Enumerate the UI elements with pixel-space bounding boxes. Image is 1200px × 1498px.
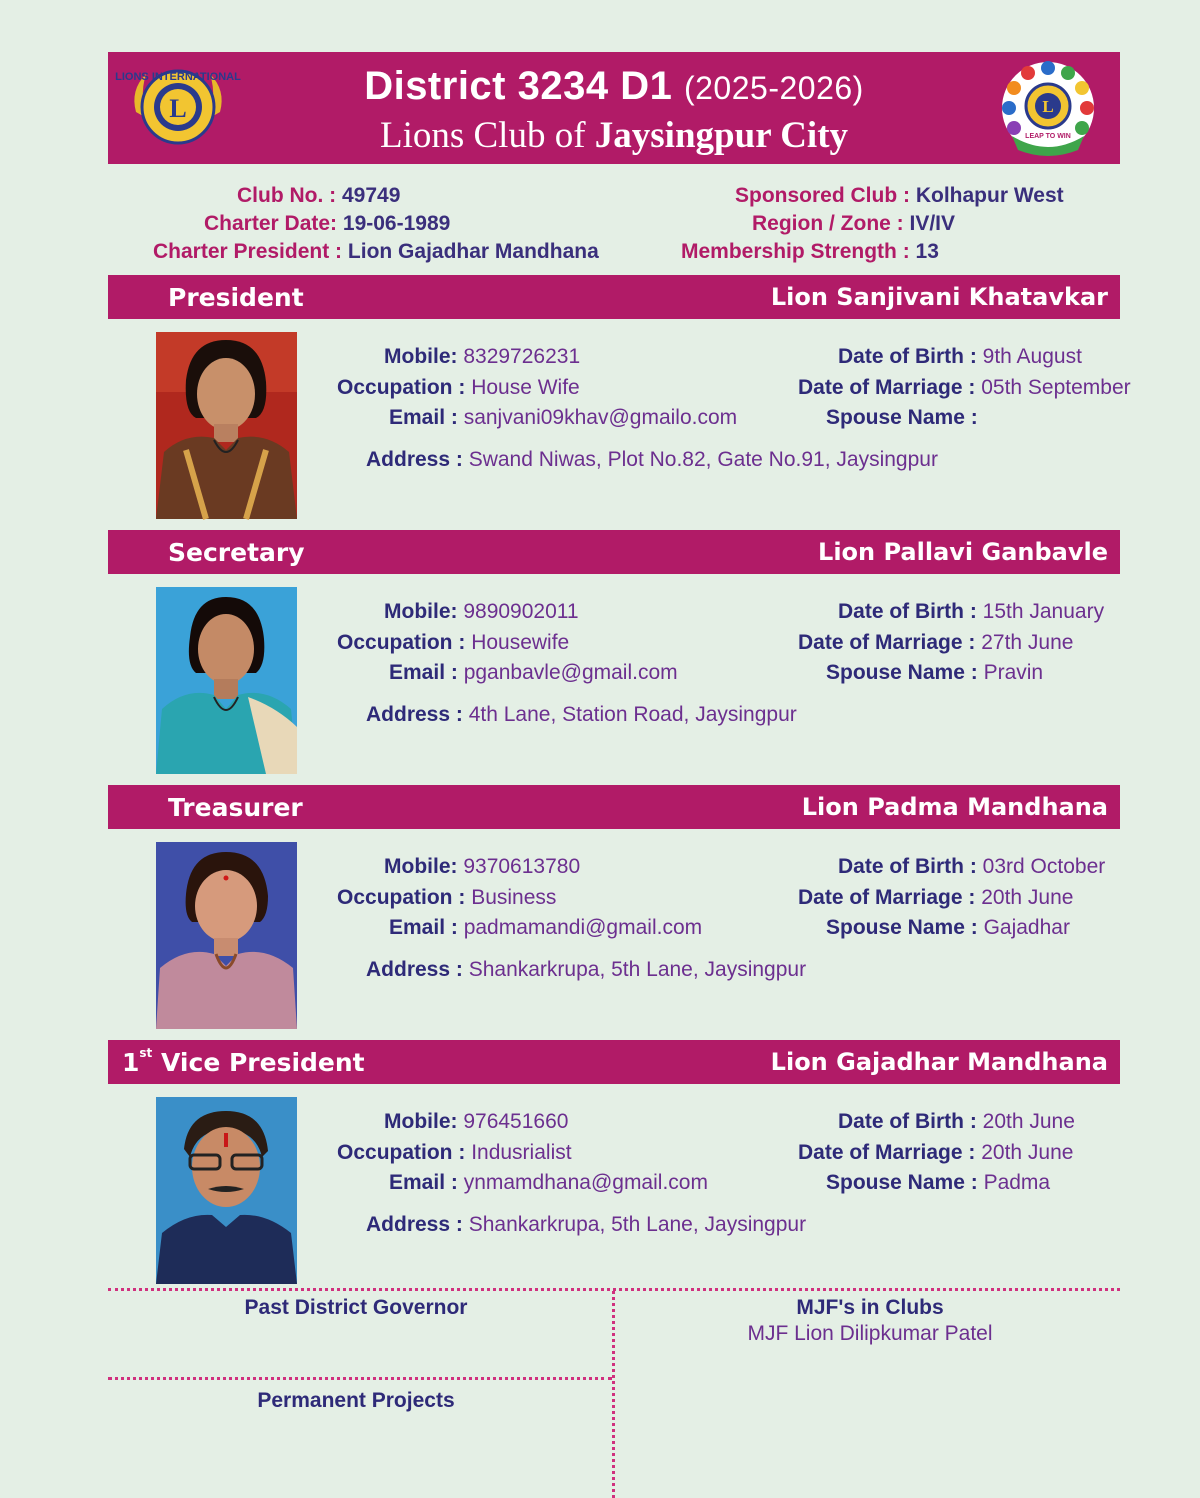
permanent-projects-title: Permanent Projects (257, 1389, 455, 1412)
role-label: 1st Vice President (122, 1046, 365, 1077)
treasurer-address: Address : Shankarkrupa, 5th Lane, Jaysingpur (366, 958, 807, 981)
secretary-address: Address : 4th Lane, Station Road, Jaysingpur (366, 703, 797, 726)
vice-president-spouse: Spouse Name : Padma (826, 1171, 1051, 1194)
treasurer-dob: Date of Birth : 03rd October (838, 855, 1106, 878)
secretary-dom: Date of Marriage : 27th June (798, 631, 1074, 654)
treasurer-email: Email : padmamandi@gmail.com (389, 916, 703, 939)
club-name: Jaysingpur City (594, 115, 849, 156)
district-logo-icon (998, 58, 1098, 158)
president-email: Email : sanjvani09khav@gmailo.com (389, 406, 738, 429)
president-header (108, 275, 1120, 319)
president-dom: Date of Marriage : 05th September (798, 376, 1131, 399)
treasurer-mobile: Mobile: 9370613780 (384, 855, 581, 878)
secretary-email: Email : pganbavle@gmail.com (389, 661, 678, 684)
svg-text:LEAP TO WIN: LEAP TO WIN (1025, 133, 1071, 140)
vice-president-mobile: Mobile: 976451660 (384, 1110, 569, 1133)
treasurer-occupation: Occupation : Business (337, 886, 557, 909)
vice-president-photo (156, 1097, 297, 1284)
district-title: District 3234 D1 (2025-2026) (364, 64, 864, 108)
membership-strength: Membership Strength : 13 (681, 240, 939, 263)
secretary-dob: Date of Birth : 15th January (838, 600, 1105, 623)
officer-name: Lion Pallavi Ganbavle (818, 538, 1108, 566)
president-dob: Date of Birth : 9th August (838, 345, 1082, 368)
district-year: (2025-2026) (683, 70, 864, 106)
secretary-mobile: Mobile: 9890902011 (384, 600, 579, 623)
vice-president-dom: Date of Marriage : 20th June (798, 1141, 1074, 1164)
role-label: Treasurer (168, 793, 303, 822)
header-banner (108, 52, 1120, 164)
svg-text:L: L (1042, 97, 1054, 116)
president-address: Address : Swand Niwas, Plot No.82, Gate No.91, Jaysingpur (366, 448, 938, 471)
secretary-spouse: Spouse Name : Pravin (826, 661, 1044, 684)
mjf-value: MJF Lion Dilipkumar Patel (747, 1322, 993, 1345)
club-no: Club No. : 49749 (237, 184, 401, 207)
secretary-header (108, 530, 1120, 574)
footer-divider-vertical (612, 1291, 615, 1498)
mjf-title: MJF's in Clubs (796, 1296, 944, 1319)
svg-text:LIONS INTERNATIONAL: LIONS INTERNATIONAL (115, 71, 241, 83)
footer-divider-middle (108, 1377, 612, 1380)
vice-president-header (108, 1040, 1120, 1084)
treasurer-spouse: Spouse Name : Gajadhar (826, 916, 1070, 939)
vice-president-occupation: Occupation : Indusrialist (337, 1141, 572, 1164)
treasurer-dom: Date of Marriage : 20th June (798, 886, 1074, 909)
sponsored-club: Sponsored Club : Kolhapur West (735, 184, 1064, 207)
secretary-photo (156, 587, 297, 774)
svg-text:L: L (169, 94, 187, 123)
vice-president-address: Address : Shankarkrupa, 5th Lane, Jaysingpur (366, 1213, 807, 1236)
past-district-governor-title: Past District Governor (244, 1296, 468, 1319)
president-occupation: Occupation : House Wife (337, 376, 580, 399)
president-photo (156, 332, 297, 519)
officer-name: Lion Padma Mandhana (801, 793, 1108, 821)
charter-president: Charter President : Lion Gajadhar Mandhana (153, 240, 599, 263)
officer-name: Lion Sanjivani Khatavkar (770, 283, 1108, 311)
treasurer-header (108, 785, 1120, 829)
officer-name: Lion Gajadhar Mandhana (770, 1048, 1108, 1076)
region-zone: Region / Zone : IV/IV (752, 212, 956, 235)
president-mobile: Mobile: 8329726231 (384, 345, 581, 368)
charter-date: Charter Date: 19-06-1989 (204, 212, 451, 235)
club-title: Lions Club of Jaysingpur City (379, 115, 849, 156)
treasurer-photo (156, 842, 297, 1029)
vice-president-email: Email : ynmamdhana@gmail.com (389, 1171, 708, 1194)
role-label: President (168, 283, 304, 312)
role-label: Secretary (168, 538, 305, 567)
vice-president-dob: Date of Birth : 20th June (838, 1110, 1075, 1133)
president-spouse: Spouse Name : (826, 406, 978, 429)
secretary-occupation: Occupation : Housewife (337, 631, 570, 654)
